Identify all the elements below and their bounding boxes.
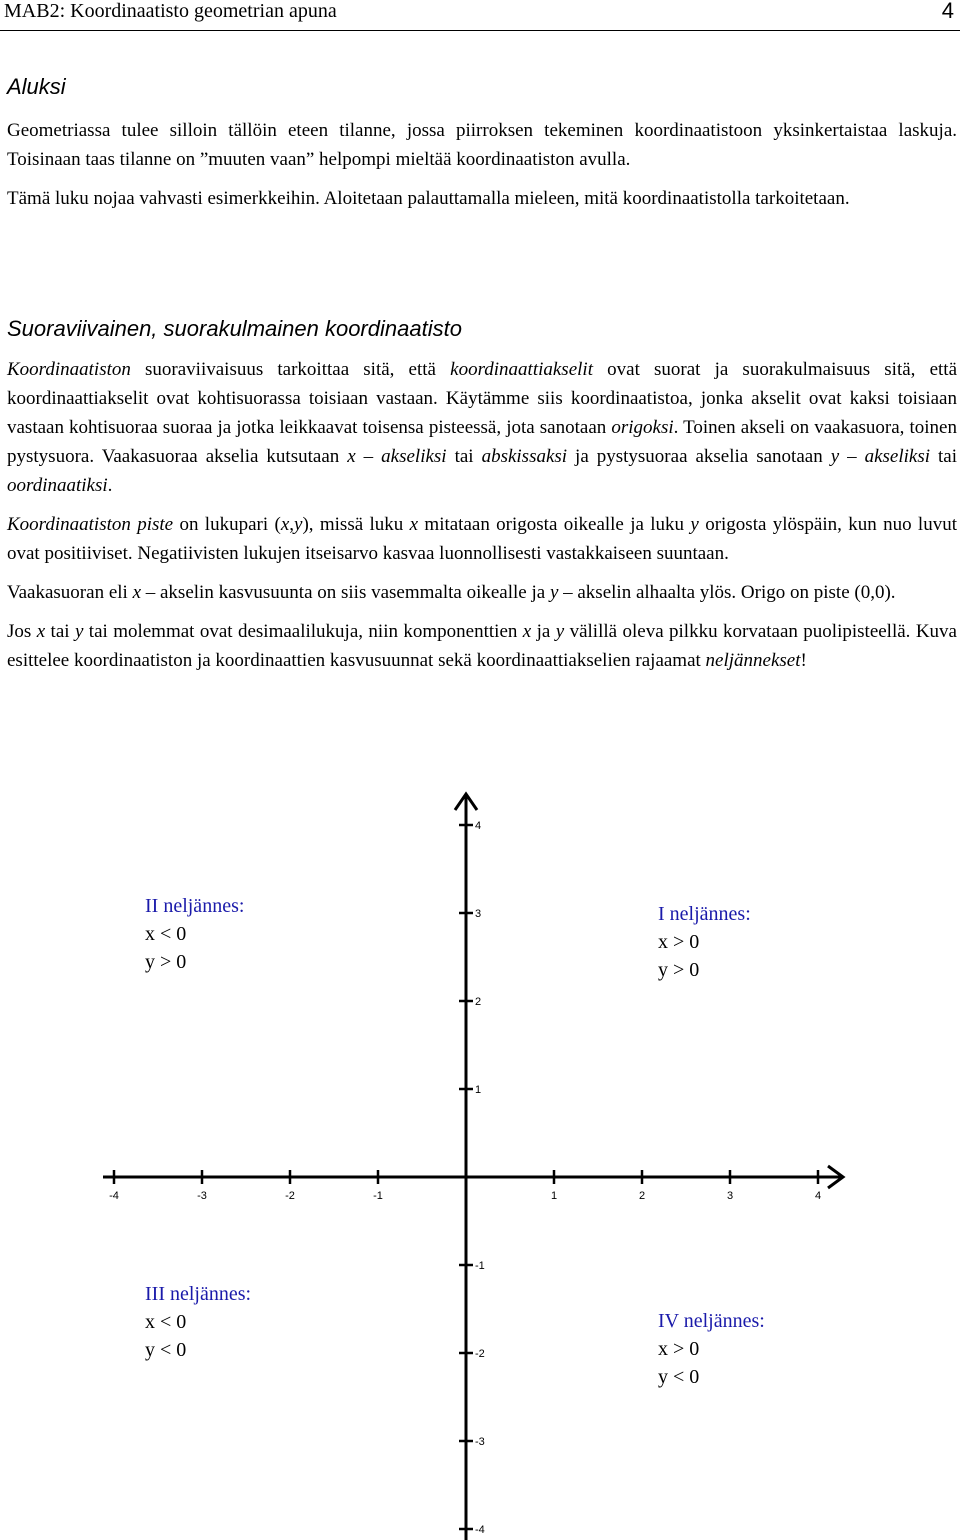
y-tick-label: -2 [475, 1348, 485, 1360]
section-koordinaatisto-body [7, 355, 957, 685]
x-tick-label: 1 [550, 1190, 558, 1202]
section-heading-koordinaatisto: Suoraviivainen, suorakulmainen koordinaatisto [7, 316, 462, 341]
page-header [0, 0, 960, 34]
x-tick-label: 4 [814, 1190, 822, 1202]
document-title: MAB2: Koordinaatisto geometrian apuna [4, 0, 337, 22]
coordinate-axes [0, 780, 960, 1540]
page-number: 4 [941, 0, 954, 23]
y-tick-label: -1 [475, 1260, 485, 1272]
quadrant-ii-label [145, 892, 244, 976]
term: koordinaattiakselit [450, 359, 593, 380]
x-tick-label: -4 [109, 1190, 119, 1202]
quadrant-iv-label [658, 1307, 765, 1391]
x-tick-label: 2 [638, 1190, 646, 1202]
section-aluksi-body [7, 116, 957, 223]
quadrant-condition-x: x < 0 [145, 1311, 187, 1333]
paragraph: Geometriassa tulee silloin tällöin eteen tilanne, jossa piirroksen tekeminen koordinaatistoon yksinkertaistaa laskuja. Toisinaan taas tilanne on ”muuten vaan” helpompi mieltää koordinaatiston avulla. [7, 120, 957, 170]
y-tick-label: -3 [475, 1436, 485, 1448]
x-tick-label: -1 [373, 1190, 383, 1202]
coordinate-system-figure [0, 780, 960, 1540]
quadrant-title: II neljännes: [145, 895, 245, 917]
term: Koordinaatiston [7, 359, 131, 380]
header-divider [0, 30, 960, 31]
y-tick-label: -4 [475, 1524, 485, 1536]
quadrant-title: IV neljännes: [658, 1310, 765, 1332]
quadrant-condition-y: y < 0 [658, 1366, 700, 1388]
paragraph-point: Koordinaatiston piste on lukupari (x,y), missä luku x mitataan origosta oikealle ja luku y origosta ylöspäin, kun nuo luvut ovat positiiviset. Negatiivisten lukujen itseisarvo kasvaa luonnollisesti vastakkaiseen suuntaan. [7, 514, 957, 564]
y-tick-label: 4 [475, 820, 482, 832]
quadrant-condition-x: x > 0 [658, 1338, 700, 1360]
x-tick-label: 3 [726, 1190, 734, 1202]
y-tick-label: 1 [475, 1084, 482, 1096]
y-tick-label: 2 [475, 996, 482, 1008]
quadrant-i-label [658, 900, 751, 984]
quadrant-iii-label [145, 1280, 251, 1364]
quadrant-condition-y: y > 0 [658, 959, 700, 981]
paragraph-direction: Vaakasuoran eli x – akselin kasvusuunta on siis vasemmalta oikealle ja y – akselin alhaalta ylös. Origo on piste (0,0). [7, 582, 896, 603]
paragraph-definition: Koordinaatiston suoraviivaisuus tarkoittaa sitä, että koordinaattiakselit ovat suorat ja suorakulmaisuus sitä, että koordinaattiakselit ovat kohtisuorassa toisiaan vastaan. Käytämme siis koordinaatistoa, jonka akselit ovat kaksi toisiaan vastaan kohtisuoraa suoraa ja jotka leikkaavat toisensa pisteessä, jota sanotaan origoksi. Toinen akseli on vaakasuora, toinen pystysuora. Vaakasuoraa akselia kutsutaan x – akseliksi tai abskissaksi ja pystysuoraa akselia sanotaan y – akseliksi tai oordinaatiksi. [7, 359, 958, 496]
y-tick-label: 3 [475, 908, 482, 920]
quadrant-condition-x: x > 0 [658, 931, 700, 953]
x-tick-label: -2 [285, 1190, 295, 1202]
quadrant-title: I neljännes: [658, 903, 751, 925]
quadrant-condition-y: y < 0 [145, 1339, 187, 1361]
paragraph-decimal: Jos x tai y tai molemmat ovat desimaalilukuja, niin komponenttien x ja y välillä oleva pilkku korvataan puolipisteellä. Kuva esittelee koordinaatiston ja koordinaattien kasvusuunnat sekä koordinaattiakselien rajaamat neljännekset! [7, 621, 957, 671]
x-tick-label: -3 [197, 1190, 207, 1202]
quadrant-title: III neljännes: [145, 1283, 252, 1305]
quadrant-condition-x: x < 0 [145, 923, 187, 945]
term: origoksi [611, 417, 674, 438]
paragraph: Tämä luku nojaa vahvasti esimerkkeihin. Aloitetaan palauttamalla mieleen, mitä koordinaatistolla tarkoitetaan. [7, 188, 850, 209]
quadrant-condition-y: y > 0 [145, 951, 187, 973]
section-heading-aluksi: Aluksi [7, 74, 66, 99]
